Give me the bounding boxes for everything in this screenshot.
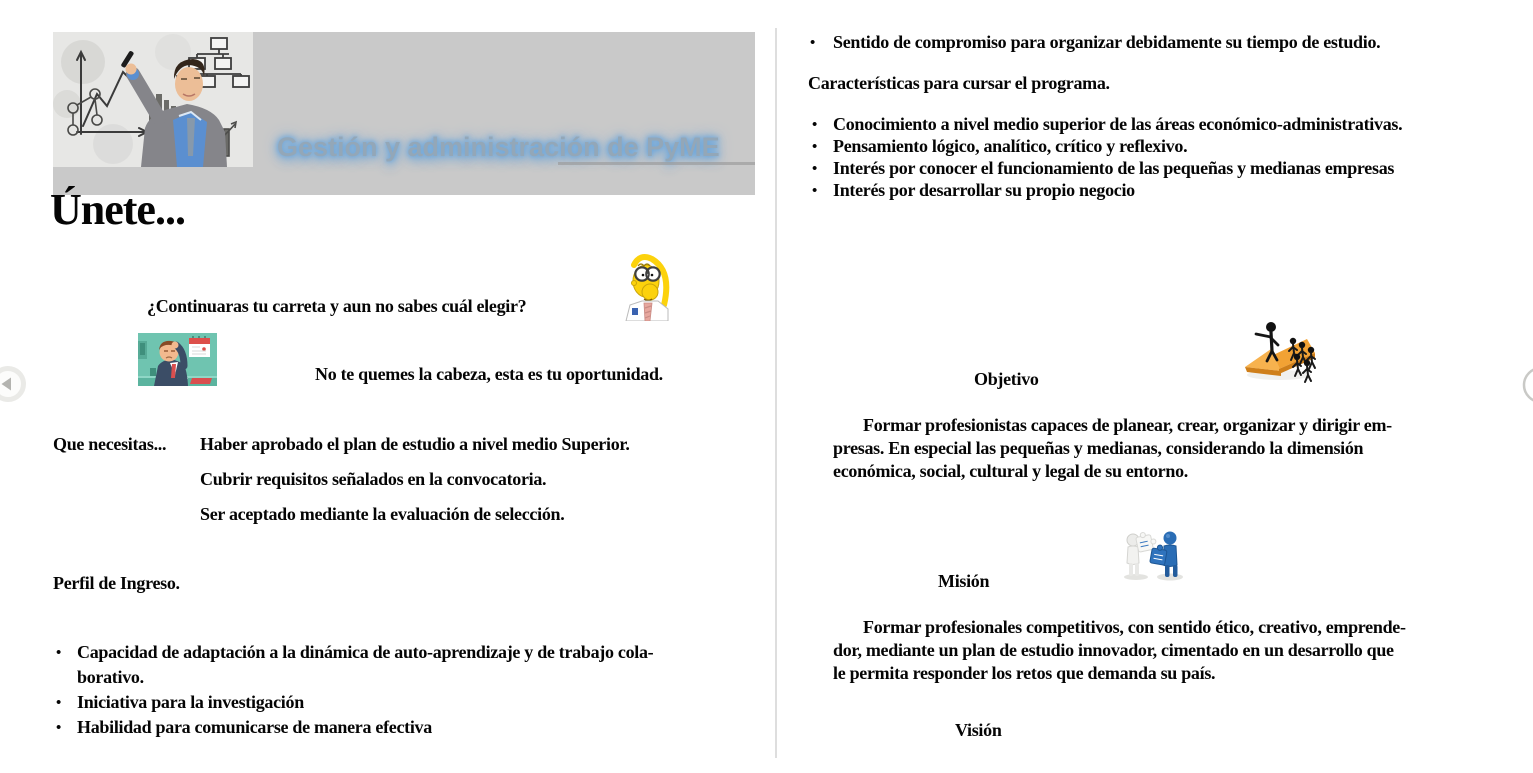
bullet-icon: •: [812, 161, 818, 177]
bullet-icon: •: [812, 183, 818, 199]
leader-arrow-figures-image: [1241, 311, 1319, 385]
commitment-bullet: Sentido de compromiso para organizar debidamente su tiempo de estudio.: [833, 32, 1381, 52]
needs-item: Haber aprobado el plan de estudio a nivel medio Superior.: [200, 434, 630, 454]
page-title: Únete...: [50, 185, 185, 234]
homer-cartoon-image: [618, 253, 672, 321]
puzzle-figures-image: [1120, 529, 1186, 582]
businessman-chart-photo: [53, 32, 253, 167]
banner-image: [53, 32, 755, 195]
program-bullet: Conocimiento a nivel medio superior de las áreas económico-administrativas.: [833, 114, 1403, 134]
needs-item: Ser aceptado mediante la evaluación de selección.: [200, 504, 565, 524]
stressed-worker-image: [138, 333, 217, 386]
chevron-right-icon: [1521, 365, 1533, 405]
bullet-icon: •: [812, 117, 818, 133]
tagline-text: No te quemes la cabeza, esta es tu oportunidad.: [315, 364, 663, 384]
profile-bullet-line: Capacidad de adaptación a la dinámica de auto-aprendizaje y de trabajo cola-: [77, 642, 654, 662]
mission-line: le permita responder los retos que demanda su país.: [833, 663, 1216, 683]
vision-heading: Visión: [955, 720, 1002, 740]
needs-label: Que necesitas...: [53, 434, 167, 454]
program-heading: Características para cursar el programa.: [808, 73, 1110, 93]
mission-line: dor, mediante un plan de estudio innovador, cimentado en un desarrollo que: [833, 640, 1394, 660]
bullet-icon: •: [810, 35, 816, 51]
objective-line: económica, social, cultural y legal de su entorno.: [833, 461, 1188, 481]
bullet-icon: •: [812, 139, 818, 155]
profile-bullet-line: borativo.: [77, 667, 144, 687]
objective-line: presas. En especial las pequeñas y medianas, considerando la dimensión: [833, 438, 1364, 458]
profile-heading: Perfil de Ingreso.: [53, 573, 180, 593]
profile-bullet-line: Habilidad para comunicarse de manera efectiva: [77, 717, 432, 737]
program-bullet: Interés por conocer el funcionamiento de las pequeñas y medianas empresas: [833, 158, 1395, 178]
bullet-icon: •: [56, 695, 62, 711]
chevron-left-icon: [0, 364, 28, 404]
banner-reflection-line: [558, 162, 755, 165]
page-right: [775, 0, 1533, 773]
program-bullet: Interés por desarrollar su propio negocio: [833, 180, 1135, 200]
needs-item: Cubrir requisitos señalados en la convocatoria.: [200, 469, 547, 489]
mission-heading: Misión: [938, 571, 990, 591]
bullet-icon: •: [56, 645, 62, 661]
question-text: ¿Continuaras tu carreta y aun no sabes cuál elegir?: [147, 296, 527, 316]
program-bullet: Pensamiento lógico, analítico, crítico y reflexivo.: [833, 136, 1188, 156]
banner-title: Gestión y administración de PyME: [277, 132, 720, 162]
objective-heading: Objetivo: [974, 369, 1039, 389]
next-page-button[interactable]: [1521, 365, 1533, 405]
objective-line: Formar profesionistas capaces de planear, crear, organizar y dirigir em-: [863, 415, 1392, 435]
previous-page-button[interactable]: [0, 364, 28, 404]
mission-line: Formar profesionales competitivos, con sentido ético, creativo, emprende-: [863, 617, 1406, 637]
profile-bullet-line: Iniciativa para la investigación: [77, 692, 304, 712]
bullet-icon: •: [56, 720, 62, 736]
